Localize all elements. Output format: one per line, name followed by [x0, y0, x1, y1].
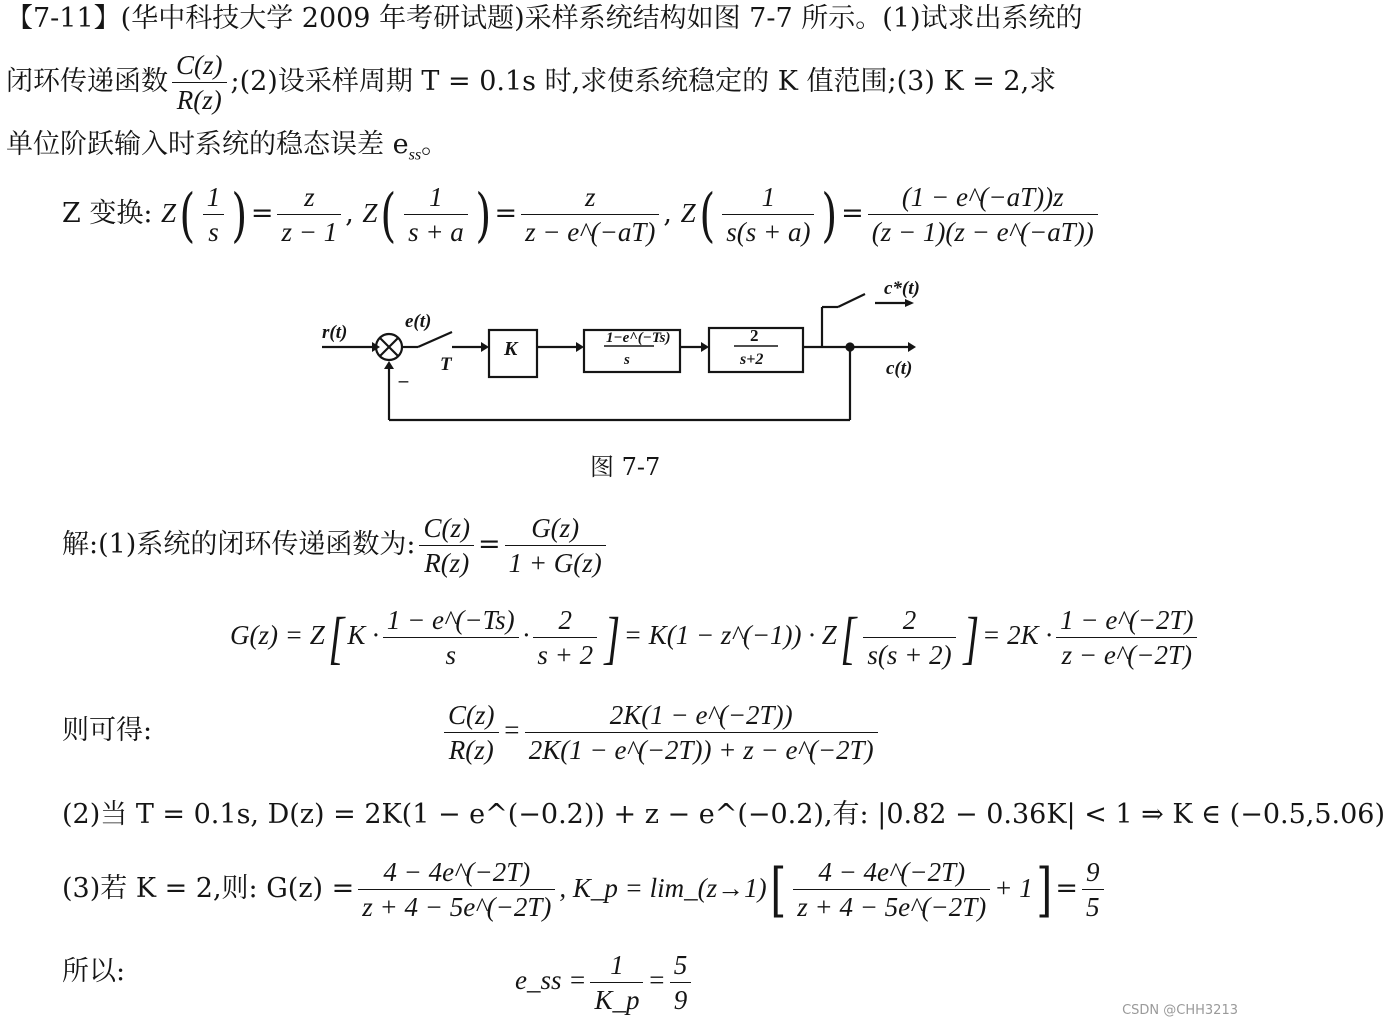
problem-line-2: [6, 44, 1056, 120]
s3-plus: + 1: [994, 873, 1033, 903]
s3-kp: , K_p = lim_(z→1): [559, 873, 767, 903]
s3-prefix: (3)若 K = 2,则: G(z) =: [62, 873, 355, 904]
solution-step-1: 解:(1)系统的闭环传递函数为: $\frac{C(z)}{R(z)}$ = $\frac{G(z)}{1 + G(z)}$: [62, 507, 610, 583]
s1-rhs-num: G(z): [505, 511, 606, 546]
ess-r-den: 9: [673, 985, 688, 1016]
solution-step-3: (3)若 K = 2,则: G(z) = $\frac{4 - 4e\^{}(-2T)}{z + 4 - 5e\^{}(-2T)}$ , K_p = lim_(z→1)[ $\frac{4 - 4e\^{}(-2T)}{z + 4 - 5e\^{}(-2T)}$ + 1] = $\frac{9}{5}$: [62, 848, 1108, 928]
so-label: 所以:: [62, 956, 126, 987]
problem-line-1: 【7-11】(华中科技大学 2009 年考研试题)采样系统结构如图 7-7 所示。(1)试求出系统的: [6, 3, 1083, 34]
cl-num: 2K(1 − e^(−2T)): [525, 698, 878, 733]
s1-lhs-den: R(z): [424, 548, 470, 578]
problem-line-2-prefix: 闭环传递函数: [6, 66, 168, 97]
gz-f3-num: 2: [863, 603, 955, 638]
zt-f3-num: 1: [722, 180, 814, 215]
zt-f2-den: s + a: [408, 217, 464, 247]
z-transform-label: Z 变换:: [62, 198, 153, 229]
solution-step-2: (2)当 T = 0.1s, D(z) = 2K(1 − e^(−0.2)) + z − e^(−0.2),有: |0.82 − 0.36K| < 1 ⇒ K ∈ (−0.5,5.06): [62, 799, 1385, 830]
watermark: CSDN @CHH3213: [1122, 1003, 1238, 1018]
block-diagram: [0, 270, 1252, 450]
problem-line-3-text: 单位阶跃输入时系统的稳态误差 e: [6, 129, 409, 160]
gz-lhs: G(z) = Z: [230, 620, 325, 650]
gz-derivation: G(z) = Z[ K · $\frac{1 - e\^{}(-Ts)}{s}$ · $\frac{2}{s + 2}$ ] = K(1 − z^(−1)) · Z[ $\frac{2}{s(s + 2)}$ ] = 2K · $\frac{1 - e\^{}(-2T)}{z - e\^{}(-2T)}$: [230, 595, 1201, 675]
zt-r3-den: (z − 1)(z − e^(−aT)): [871, 217, 1094, 247]
minus-sign: _: [400, 364, 410, 385]
ess-lhs: e_ss =: [515, 965, 587, 995]
ess-subscript: ss: [408, 145, 422, 164]
gz-k: K ·: [347, 620, 379, 650]
s3-res-num: 9: [1082, 855, 1104, 890]
s1-lhs-num: C(z): [419, 511, 474, 546]
error-label: e(t): [405, 311, 432, 332]
zt-f3-den: s(s + a): [726, 217, 811, 247]
plant-denominator: s+2: [740, 351, 764, 368]
cl-lhs-num: C(z): [444, 698, 499, 733]
problem-line-3: [6, 128, 448, 162]
tf-numerator: C(z): [172, 48, 227, 83]
solution-step-1-label: 解:(1)系统的闭环传递函数为:: [62, 529, 416, 560]
zt-r1-num: z: [277, 180, 341, 215]
problem-line-3-end: 。: [421, 129, 449, 160]
gz-f3-den: s(s + 2): [867, 640, 952, 671]
gz-f1-num: 1 − e^(−Ts): [383, 603, 519, 638]
gz-mid: = K(1 − z^(−1)) · Z: [623, 620, 837, 650]
ess-f-den: K_p: [594, 985, 640, 1016]
zoh-numerator: 1−e^(−Ts): [606, 330, 671, 346]
zt-f1-den: s: [208, 217, 219, 247]
tf-fraction: [172, 48, 227, 117]
cl-den: 2K(1 − e^(−2T)) + z − e^(−2T): [528, 735, 874, 766]
zt-r1-den: z − 1: [281, 217, 338, 247]
input-label: r(t): [322, 322, 348, 343]
sampler-switch: [418, 332, 452, 347]
s3-g-num: 4 − 4e^(−2T): [358, 855, 555, 890]
zoh-denominator: s: [624, 352, 630, 368]
s3-kp-den: z + 4 − 5e^(−2T): [797, 892, 987, 922]
gz-mid2: = 2K ·: [982, 620, 1053, 650]
zt-r2-num: z: [521, 180, 659, 215]
zt-r3-num: (1 − e^(−aT))z: [868, 180, 1098, 215]
sampled-output-label: c*(t): [884, 278, 920, 299]
sampler-label: T: [440, 354, 452, 375]
gz-f4-den: z − e^(−2T): [1061, 640, 1192, 671]
gz-f4-num: 1 − e^(−2T): [1056, 603, 1197, 638]
s3-g-den: z + 4 − 5e^(−2T): [362, 892, 552, 922]
cl-lhs-den: R(z): [448, 735, 494, 766]
zt-f1-num: 1: [203, 180, 225, 215]
ess-r-num: 5: [670, 948, 692, 983]
tf-denominator: R(z): [176, 85, 222, 115]
s3-kp-num: 4 − 4e^(−2T): [793, 855, 990, 890]
s3-res-den: 5: [1086, 892, 1100, 922]
gz-f2-num: 2: [533, 603, 597, 638]
output-label: c(t): [886, 358, 913, 379]
ess-result: e_ss = $\frac{1}{K\_p}$ = $\frac{5}{9}$: [515, 940, 695, 1020]
s1-rhs-den: 1 + G(z): [508, 548, 602, 578]
gain-label: K: [504, 338, 518, 360]
gz-f2-den: s + 2: [537, 640, 594, 671]
z-transform-row: Z 变换: Z( $\frac{1}{s}$ ) = $\frac{z}{z - 1}$ , Z( $\frac{1}{s + a}$ ) = $\frac{z}{z - e\^{}(-aT)}$ , Z( $\frac{1}{s(s + a)}$ ) = $\frac{(1 - e\^{}(-aT))z}{(z - 1)(z - e\^{}(-aT))}$: [62, 175, 1102, 251]
plant-numerator: 2: [750, 326, 759, 345]
problem-line-2-suffix: ;(2)设采样周期 T = 0.1s 时,求使系统稳定的 K 值范围;(3) K = 2,求: [230, 66, 1057, 97]
closed-loop-tf: $\frac{C(z)}{R(z)}$ = $\frac{2K(1 - e\^{}(-2T))}{2K(1 - e\^{}(-2T)) + z - e\^{}(-2T)}$: [440, 690, 882, 770]
zt-f2-num: 1: [404, 180, 468, 215]
then-label: 则可得:: [62, 715, 153, 746]
zt-r2-den: z − e^(−aT): [525, 217, 656, 247]
gz-f1-den: s: [445, 640, 456, 671]
figure-caption: 图 7-7: [590, 453, 661, 481]
ess-f-num: 1: [590, 948, 643, 983]
